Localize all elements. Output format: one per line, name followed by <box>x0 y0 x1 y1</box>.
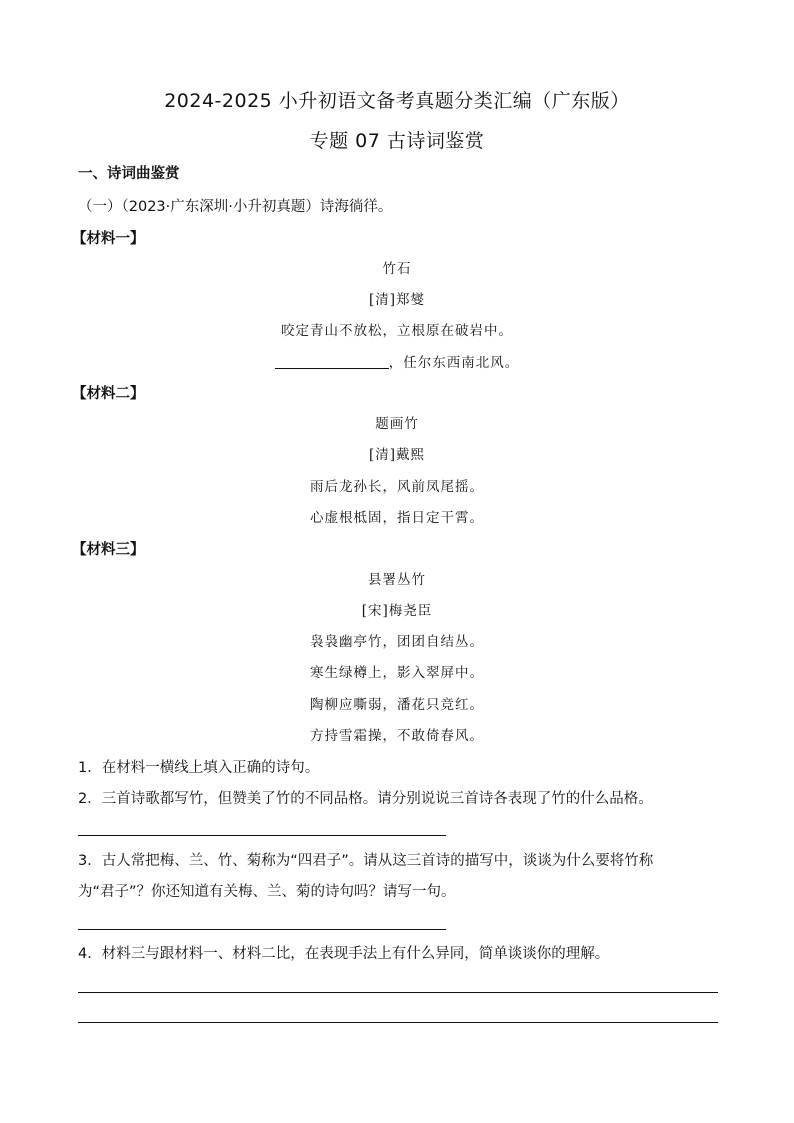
fill-in-blank[interactable] <box>275 354 389 369</box>
question-1: 1．在材料一横线上填入正确的诗句。 <box>78 760 320 776</box>
question-3-line-2: 为“君子”？你还知道有关梅、兰、菊的诗句吗？请写一句。 <box>78 884 456 900</box>
material-2-line-1: 雨后龙孙长，风前凤尾摇。 <box>310 479 484 495</box>
question-group-intro: （一）（2023·广东深圳·小升初真题）诗海徜徉。 <box>78 199 393 215</box>
material-2-author: [清]戴熙 <box>368 447 426 463</box>
material-2-poem-title: 题画竹 <box>375 416 419 432</box>
answer-line-q4-1[interactable] <box>78 992 718 993</box>
material-1-poem-title: 竹石 <box>382 261 412 277</box>
material-1-author: [清]郑燮 <box>368 292 426 308</box>
material-2-line-2: 心虚根柢固，指日定干霄。 <box>310 510 484 526</box>
material-3-line-3: 陶柳应嘶弱，潘花只竞红。 <box>310 697 484 713</box>
material-1-line-2-tail: ，任尔东西南北风。 <box>388 355 520 371</box>
answer-line-q2[interactable] <box>78 835 446 836</box>
answer-line-q3[interactable] <box>78 929 446 930</box>
material-3-label: 【材料三】 <box>72 542 145 558</box>
material-3-author: [宋]梅尧臣 <box>361 603 433 619</box>
section-heading: 一、诗词曲鉴赏 <box>78 166 180 182</box>
question-4: 4．材料三与跟材料一、材料二比，在表现手法上有什么异同，简单谈谈你的理解。 <box>78 946 610 962</box>
material-1-label: 【材料一】 <box>72 231 145 247</box>
question-2: 2．三首诗歌都写竹，但赞美了竹的不同品格。请分别说说三首诗各表现了竹的什么品格。 <box>78 791 653 807</box>
material-3-line-1: 袅袅幽亭竹，团团自结丛。 <box>310 634 484 650</box>
material-1-line-2 <box>0 353 794 373</box>
material-3-line-4: 方持雪霜操，不敢倚春风。 <box>310 728 484 744</box>
material-1-line-1: 咬定青山不放松，立根原在破岩中。 <box>281 323 513 339</box>
material-2-label: 【材料二】 <box>72 386 145 402</box>
material-3-line-2: 寒生绿樽上，影入翠屏中。 <box>310 665 484 681</box>
question-3-line-1: 3．古人常把梅、兰、竹、菊称为“四君子”。请从这三首诗的描写中，谈谈为什么要将竹称 <box>78 853 654 869</box>
answer-line-q4-2[interactable] <box>78 1022 718 1023</box>
document-title: 2024-2025 小升初语文备考真题分类汇编（广东版） <box>164 90 630 112</box>
document-subtitle: 专题 07 古诗词鉴赏 <box>309 130 485 152</box>
material-3-poem-title: 县署丛竹 <box>368 572 426 588</box>
